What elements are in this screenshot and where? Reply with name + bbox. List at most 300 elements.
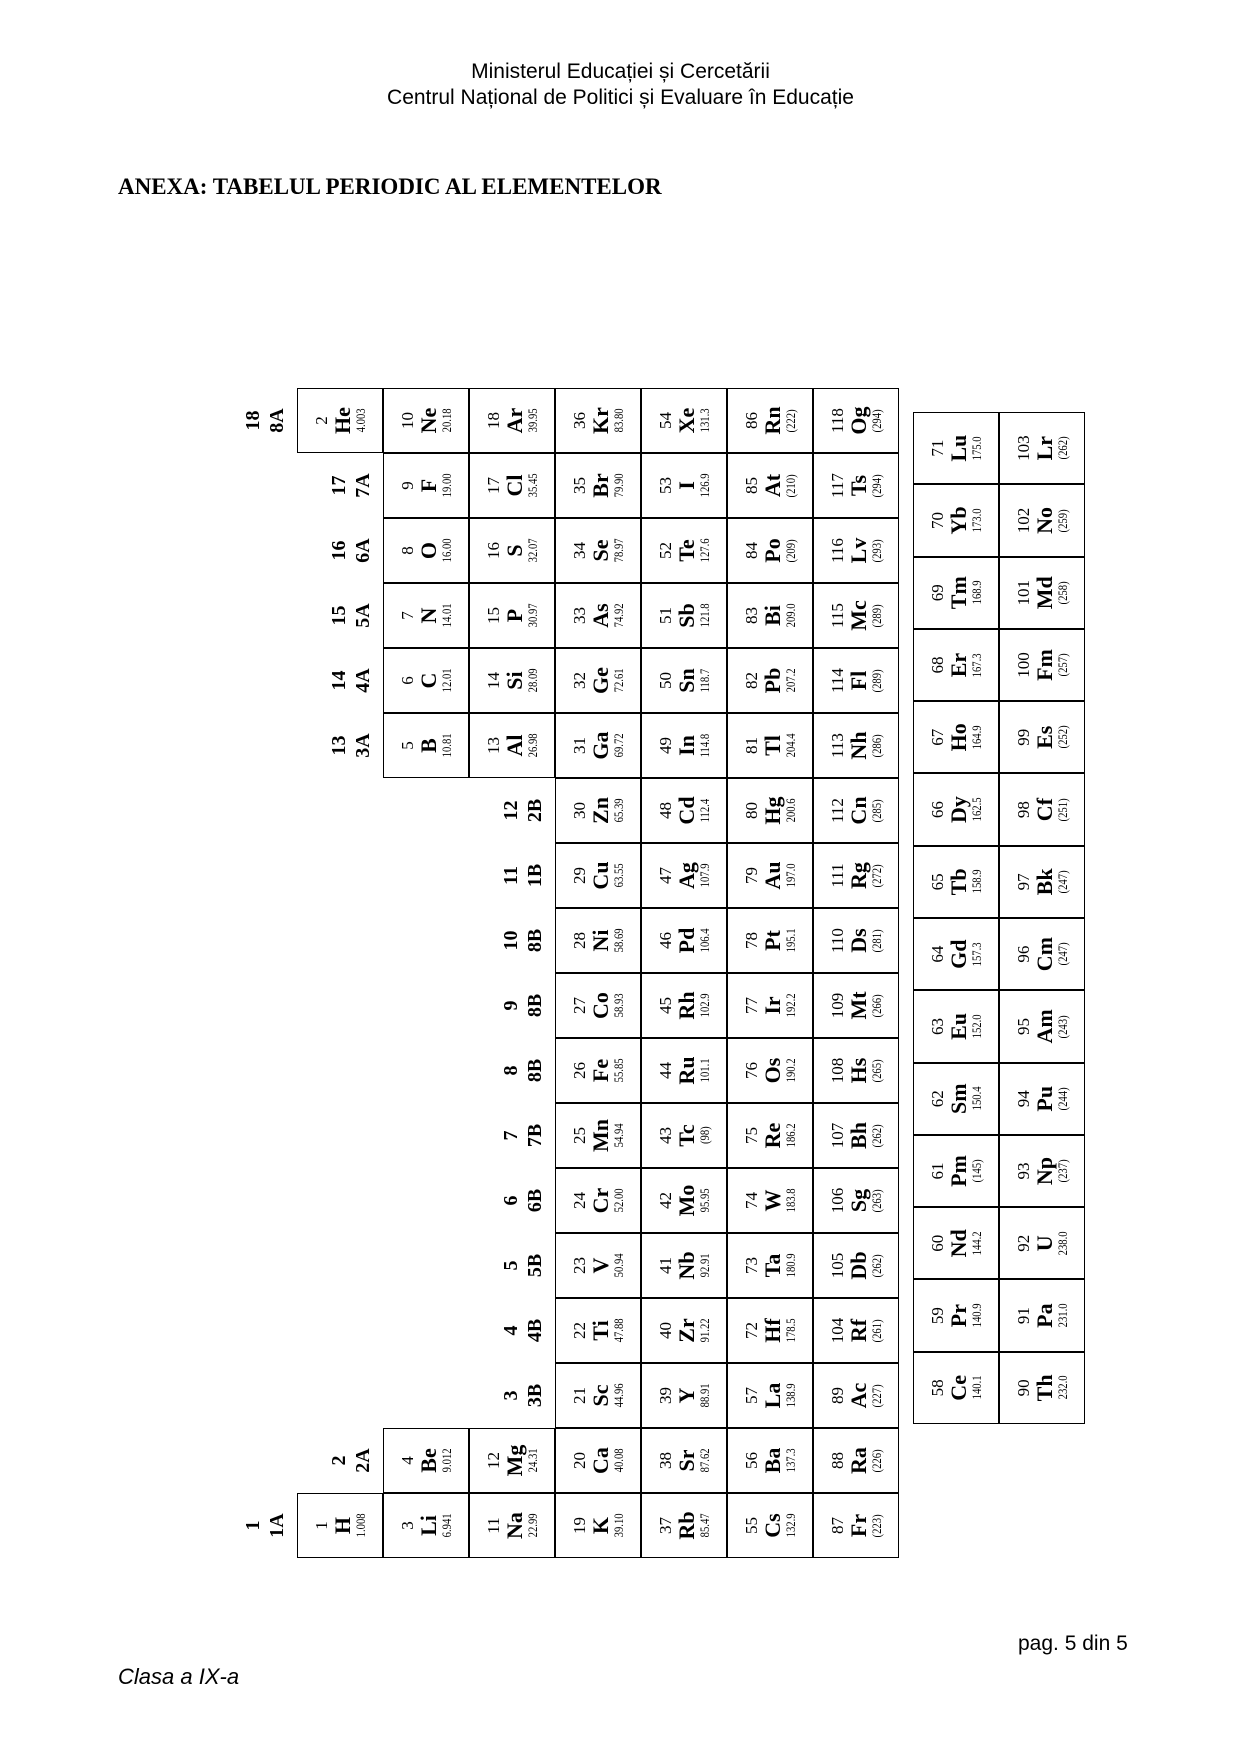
- atomic-mass: 65.39: [610, 798, 626, 823]
- element-cell: [913, 412, 999, 484]
- group-label: [499, 1168, 547, 1233]
- element-cell: [555, 1493, 641, 1558]
- element-cell: [727, 648, 813, 713]
- group-subgroup: 5A: [352, 603, 374, 628]
- element-symbol: Dy: [945, 796, 971, 824]
- atomic-number: 92: [1013, 1234, 1033, 1252]
- element-cell: [913, 1207, 999, 1279]
- element-cell: [913, 990, 999, 1062]
- element-cell: [641, 908, 727, 973]
- element-symbol: Lv: [845, 537, 871, 564]
- element-symbol: In: [673, 735, 699, 756]
- atomic-mass: (98): [696, 1126, 712, 1145]
- atomic-mass: 63.55: [610, 863, 626, 888]
- atomic-number: 82: [741, 672, 761, 689]
- element-cell: [813, 1103, 899, 1168]
- element-symbol: B: [415, 738, 441, 753]
- atomic-mass: 144.2: [968, 1231, 984, 1256]
- atomic-mass: (226): [868, 1448, 884, 1473]
- element-cell: [999, 1352, 1085, 1424]
- atomic-number: 79: [741, 867, 761, 884]
- atomic-mass: (294): [868, 408, 884, 433]
- element-cell: [813, 648, 899, 713]
- group-subgroup: 8A: [266, 408, 288, 433]
- element-cell: [813, 1363, 899, 1428]
- element-cell: [727, 1493, 813, 1558]
- element-symbol: S: [501, 544, 527, 557]
- atomic-number: 5: [397, 741, 417, 750]
- element-cell: [913, 1279, 999, 1351]
- element-cell: [555, 583, 641, 648]
- atomic-mass: 167.3: [968, 653, 984, 678]
- atomic-number: 28: [569, 932, 589, 949]
- atomic-number: 17: [483, 477, 503, 494]
- element-symbol: Li: [415, 1515, 441, 1536]
- element-cell: [555, 453, 641, 518]
- atomic-number: 19: [569, 1517, 589, 1534]
- atomic-mass: (286): [868, 733, 884, 758]
- element-symbol: Cs: [759, 1513, 785, 1538]
- group-subgroup: 1B: [524, 863, 546, 888]
- group-label: [499, 1103, 547, 1168]
- element-symbol: Zr: [673, 1318, 699, 1343]
- element-symbol: Pa: [1031, 1303, 1057, 1328]
- atomic-number: 105: [827, 1252, 847, 1279]
- atomic-mass: (285): [868, 798, 884, 823]
- element-cell: [727, 713, 813, 778]
- element-symbol: Re: [759, 1122, 785, 1149]
- element-symbol: Sg: [845, 1188, 871, 1213]
- atomic-number: 72: [741, 1322, 761, 1339]
- element-cell: [383, 453, 469, 518]
- page-number: pag. 5 din 5: [1018, 1632, 1128, 1655]
- element-symbol: Cd: [673, 796, 699, 825]
- atomic-number: 2: [311, 416, 331, 425]
- element-symbol: Kr: [587, 407, 613, 434]
- atomic-mass: (262): [1054, 436, 1070, 460]
- atomic-mass: 87.62: [696, 1448, 712, 1473]
- element-cell: [913, 846, 999, 918]
- atomic-number: 27: [569, 997, 589, 1014]
- element-cell: [727, 388, 813, 453]
- atomic-mass: 14.01: [438, 603, 454, 628]
- element-symbol: Tl: [759, 735, 785, 756]
- element-symbol: Fl: [845, 670, 871, 691]
- element-symbol: Na: [501, 1512, 527, 1539]
- atomic-mass: 35.45: [524, 473, 540, 498]
- group-number: 12: [500, 800, 522, 821]
- element-cell: [913, 1135, 999, 1207]
- atomic-number: 15: [483, 607, 503, 624]
- element-symbol: La: [759, 1382, 785, 1409]
- element-cell: [383, 1428, 469, 1493]
- element-symbol: Ho: [945, 723, 971, 752]
- element-symbol: Mo: [673, 1184, 699, 1217]
- group-number: 3: [500, 1390, 522, 1401]
- atomic-number: 85: [741, 477, 761, 494]
- atomic-mass: 190.2: [782, 1058, 798, 1083]
- element-symbol: Fe: [587, 1058, 613, 1083]
- atomic-mass: (262): [868, 1123, 884, 1148]
- element-symbol: Rn: [759, 406, 785, 435]
- element-cell: [727, 1168, 813, 1233]
- element-cell: [383, 388, 469, 453]
- group-subgroup: 7B: [524, 1123, 546, 1148]
- element-cell: [727, 1428, 813, 1493]
- atomic-mass: 95.95: [696, 1188, 712, 1213]
- atomic-number: 12: [483, 1452, 503, 1469]
- atomic-mass: 127.6: [696, 538, 712, 563]
- element-cell: [813, 713, 899, 778]
- element-cell: [913, 701, 999, 773]
- group-subgroup: 4A: [352, 668, 374, 693]
- atomic-mass: 121.8: [696, 603, 712, 628]
- element-symbol: Pm: [945, 1155, 971, 1187]
- atomic-number: 24: [569, 1192, 589, 1209]
- atomic-mass: (263): [868, 1188, 884, 1213]
- atomic-mass: (257): [1054, 653, 1070, 677]
- atomic-mass: (251): [1054, 798, 1070, 822]
- atomic-number: 30: [569, 802, 589, 819]
- element-symbol: Nh: [845, 731, 871, 760]
- atomic-number: 7: [397, 611, 417, 620]
- atomic-number: 104: [827, 1317, 847, 1344]
- element-cell: [555, 1363, 641, 1428]
- element-cell: [913, 1352, 999, 1424]
- element-cell: [555, 1168, 641, 1233]
- atomic-number: 84: [741, 542, 761, 559]
- element-cell: [999, 1207, 1085, 1279]
- atomic-mass: 4.003: [352, 408, 368, 433]
- atomic-number: 65: [927, 873, 947, 891]
- atomic-number: 29: [569, 867, 589, 884]
- atomic-mass: 55.85: [610, 1058, 626, 1083]
- element-cell: [727, 453, 813, 518]
- element-symbol: Th: [1031, 1374, 1057, 1402]
- atomic-mass: 58.69: [610, 928, 626, 953]
- group-subgroup: 8B: [524, 928, 546, 953]
- element-symbol: Ne: [415, 407, 441, 434]
- atomic-mass: 52.00: [610, 1188, 626, 1213]
- element-cell: [913, 557, 999, 629]
- element-symbol: Os: [759, 1057, 785, 1084]
- element-symbol: Pt: [759, 930, 785, 951]
- element-symbol: Mc: [845, 600, 871, 631]
- atomic-number: 13: [483, 737, 503, 754]
- atomic-number: 61: [927, 1162, 947, 1180]
- group-number: 17: [328, 475, 350, 496]
- group-number: 7: [500, 1130, 522, 1141]
- atomic-number: 56: [741, 1452, 761, 1469]
- atomic-mass: (252): [1054, 725, 1070, 749]
- atomic-mass: (265): [868, 1058, 884, 1083]
- element-symbol: V: [587, 1257, 613, 1274]
- element-cell: [555, 1038, 641, 1103]
- atomic-number: 102: [1013, 507, 1033, 534]
- element-symbol: Cu: [587, 861, 613, 890]
- atomic-mass: 200.6: [782, 798, 798, 823]
- atomic-number: 49: [655, 737, 675, 754]
- element-symbol: K: [587, 1516, 613, 1535]
- element-cell: [641, 1103, 727, 1168]
- atomic-number: 73: [741, 1257, 761, 1274]
- atomic-number: 8: [397, 546, 417, 555]
- element-cell: [727, 1233, 813, 1298]
- element-symbol: Fm: [1031, 649, 1057, 681]
- atomic-mass: 54.94: [610, 1123, 626, 1148]
- element-symbol: Sr: [673, 1449, 699, 1472]
- element-symbol: Mn: [587, 1119, 613, 1152]
- element-symbol: Ir: [759, 996, 785, 1015]
- group-label: [499, 778, 547, 843]
- atomic-mass: (289): [868, 603, 884, 628]
- atomic-number: 37: [655, 1517, 675, 1534]
- element-cell: [555, 908, 641, 973]
- periodic-table-grid: [197, 260, 1070, 1570]
- element-cell: [999, 918, 1085, 990]
- atomic-mass: 195.1: [782, 928, 798, 953]
- atomic-number: 99: [1013, 728, 1033, 746]
- atomic-number: 43: [655, 1127, 675, 1144]
- element-cell: [641, 583, 727, 648]
- group-subgroup: 3A: [352, 733, 374, 758]
- atomic-mass: 69.72: [610, 733, 626, 758]
- atomic-number: 112: [827, 798, 847, 823]
- element-cell: [555, 713, 641, 778]
- element-cell: [555, 1298, 641, 1363]
- element-cell: [813, 388, 899, 453]
- element-symbol: Sm: [945, 1083, 971, 1114]
- atomic-mass: (247): [1054, 870, 1070, 894]
- element-cell: [727, 778, 813, 843]
- atomic-number: 10: [397, 412, 417, 429]
- element-symbol: Hs: [845, 1057, 871, 1084]
- element-symbol: Db: [845, 1251, 871, 1280]
- atomic-number: 80: [741, 802, 761, 819]
- element-cell: [641, 1363, 727, 1428]
- atomic-number: 1: [311, 1521, 331, 1530]
- group-subgroup: 1A: [266, 1513, 288, 1538]
- atomic-number: 97: [1013, 873, 1033, 891]
- element-symbol: Ru: [673, 1056, 699, 1085]
- element-symbol: Bh: [845, 1122, 871, 1149]
- element-cell: [555, 1103, 641, 1168]
- element-symbol: Hf: [759, 1318, 785, 1343]
- element-cell: [913, 773, 999, 845]
- atomic-mass: 19.00: [438, 473, 454, 498]
- atomic-number: 76: [741, 1062, 761, 1079]
- atomic-number: 33: [569, 607, 589, 624]
- element-symbol: Zn: [587, 797, 613, 824]
- atomic-mass: (247): [1054, 942, 1070, 966]
- group-number: 4: [500, 1325, 522, 1336]
- element-symbol: Pr: [945, 1303, 971, 1328]
- atomic-mass: 192.2: [782, 993, 798, 1018]
- atomic-number: 18: [483, 412, 503, 429]
- atomic-mass: 197.0: [782, 863, 798, 888]
- element-symbol: P: [501, 608, 527, 623]
- atomic-mass: 9.012: [438, 1448, 454, 1473]
- atomic-number: 25: [569, 1127, 589, 1144]
- element-cell: [469, 1493, 555, 1558]
- atomic-mass: 44.96: [610, 1383, 626, 1408]
- atomic-number: 31: [569, 737, 589, 754]
- element-symbol: Am: [1031, 1009, 1057, 1044]
- atomic-number: 16: [483, 542, 503, 559]
- group-number: 5: [500, 1260, 522, 1271]
- atomic-number: 68: [927, 656, 947, 674]
- element-symbol: Cl: [501, 474, 527, 497]
- element-symbol: Co: [587, 992, 613, 1019]
- atomic-number: 47: [655, 867, 675, 884]
- element-cell: [813, 908, 899, 973]
- element-cell: [813, 778, 899, 843]
- atomic-number: 3: [397, 1521, 417, 1530]
- element-symbol: Ts: [845, 474, 871, 497]
- element-cell: [727, 908, 813, 973]
- element-cell: [999, 557, 1085, 629]
- atomic-number: 32: [569, 672, 589, 689]
- element-cell: [999, 484, 1085, 556]
- element-cell: [383, 518, 469, 583]
- atomic-mass: 207.2: [782, 668, 798, 693]
- group-label: [327, 518, 375, 583]
- group-label: [327, 583, 375, 648]
- atomic-mass: 126.9: [696, 473, 712, 498]
- element-cell: [727, 1298, 813, 1363]
- atomic-number: 114: [827, 668, 847, 693]
- element-symbol: Cm: [1031, 937, 1057, 972]
- element-symbol: Xe: [673, 407, 699, 434]
- element-cell: [727, 843, 813, 908]
- element-symbol: Eu: [945, 1012, 971, 1040]
- atomic-mass: 112.4: [696, 798, 712, 823]
- element-cell: [641, 1298, 727, 1363]
- atomic-number: 70: [927, 511, 947, 529]
- element-symbol: Be: [415, 1448, 441, 1473]
- element-cell: [813, 1168, 899, 1233]
- element-symbol: Hg: [759, 796, 785, 825]
- element-symbol: Ag: [673, 862, 699, 889]
- atomic-mass: (293): [868, 538, 884, 563]
- element-cell: [999, 629, 1085, 701]
- atomic-number: 26: [569, 1062, 589, 1079]
- element-symbol: Lr: [1031, 435, 1057, 461]
- element-symbol: Ti: [587, 1320, 613, 1341]
- atomic-number: 87: [827, 1517, 847, 1534]
- element-cell: [641, 778, 727, 843]
- element-symbol: Ds: [845, 928, 871, 953]
- element-symbol: Sb: [673, 603, 699, 628]
- group-label: [499, 1233, 547, 1298]
- atomic-number: 6: [397, 676, 417, 685]
- atomic-mass: 157.3: [968, 942, 984, 967]
- atomic-number: 103: [1013, 435, 1033, 461]
- element-symbol: Cn: [845, 796, 871, 825]
- atomic-mass: 175.0: [968, 436, 984, 461]
- atomic-number: 66: [927, 801, 947, 819]
- atomic-number: 67: [927, 728, 947, 746]
- element-cell: [999, 1063, 1085, 1135]
- atomic-number: 77: [741, 997, 761, 1014]
- atomic-mass: 152.0: [968, 1014, 984, 1039]
- element-cell: [813, 1493, 899, 1558]
- element-symbol: Sn: [673, 668, 699, 693]
- atomic-mass: 137.3: [782, 1448, 798, 1473]
- atomic-mass: 6.941: [438, 1513, 454, 1538]
- element-symbol: Pd: [673, 927, 699, 954]
- element-symbol: Ni: [587, 929, 613, 952]
- atomic-mass: 140.1: [968, 1375, 984, 1400]
- element-cell: [641, 973, 727, 1038]
- atomic-mass: (227): [868, 1383, 884, 1408]
- atomic-mass: 47.88: [610, 1318, 626, 1343]
- atomic-number: 9: [397, 481, 417, 490]
- element-symbol: Og: [845, 406, 871, 435]
- element-cell: [999, 412, 1085, 484]
- atomic-mass: 138.9: [782, 1383, 798, 1408]
- atomic-number: 55: [741, 1517, 761, 1534]
- element-cell: [297, 1493, 383, 1558]
- atomic-mass: 40.08: [610, 1448, 626, 1473]
- atomic-number: 52: [655, 542, 675, 559]
- atomic-mass: (294): [868, 473, 884, 498]
- atomic-number: 98: [1013, 801, 1033, 819]
- group-number: 14: [328, 670, 350, 691]
- atomic-mass: 173.0: [968, 508, 984, 533]
- atomic-mass: (262): [868, 1253, 884, 1278]
- atomic-mass: 72.61: [610, 668, 626, 693]
- element-symbol: Ta: [759, 1253, 785, 1278]
- element-cell: [913, 1063, 999, 1135]
- element-cell: [469, 518, 555, 583]
- atomic-mass: 1.008: [352, 1513, 368, 1538]
- element-symbol: Tm: [945, 576, 971, 610]
- group-subgroup: 6A: [352, 538, 374, 563]
- atomic-mass: (244): [1054, 1087, 1070, 1111]
- element-cell: [641, 1428, 727, 1493]
- element-symbol: Br: [587, 473, 613, 498]
- element-symbol: Bk: [1031, 868, 1057, 896]
- atomic-number: 39: [655, 1387, 675, 1404]
- atomic-mass: 22.99: [524, 1513, 540, 1538]
- atomic-number: 22: [569, 1322, 589, 1339]
- group-number: 18: [242, 410, 264, 431]
- atomic-number: 40: [655, 1322, 675, 1339]
- atomic-mass: 162.5: [968, 797, 984, 822]
- group-label: [241, 1493, 289, 1558]
- atomic-number: 106: [827, 1187, 847, 1214]
- element-symbol: C: [415, 672, 441, 689]
- atomic-mass: 101.1: [696, 1058, 712, 1083]
- atomic-mass: (210): [782, 473, 798, 498]
- atomic-mass: (259): [1054, 508, 1070, 532]
- group-subgroup: 4B: [524, 1318, 546, 1343]
- element-symbol: Tc: [673, 1124, 699, 1147]
- element-cell: [999, 773, 1085, 845]
- atomic-mass: 107.9: [696, 863, 712, 888]
- atomic-number: 34: [569, 542, 589, 559]
- element-cell: [813, 453, 899, 518]
- element-cell: [813, 1038, 899, 1103]
- atomic-mass: (266): [868, 993, 884, 1018]
- atomic-mass: 79.90: [610, 473, 626, 498]
- footer-class: Clasa a IX-a: [118, 1664, 240, 1689]
- atomic-mass: 132.9: [782, 1513, 798, 1538]
- atomic-number: 38: [655, 1452, 675, 1469]
- group-number: 6: [500, 1195, 522, 1206]
- atomic-number: 91: [1013, 1307, 1033, 1325]
